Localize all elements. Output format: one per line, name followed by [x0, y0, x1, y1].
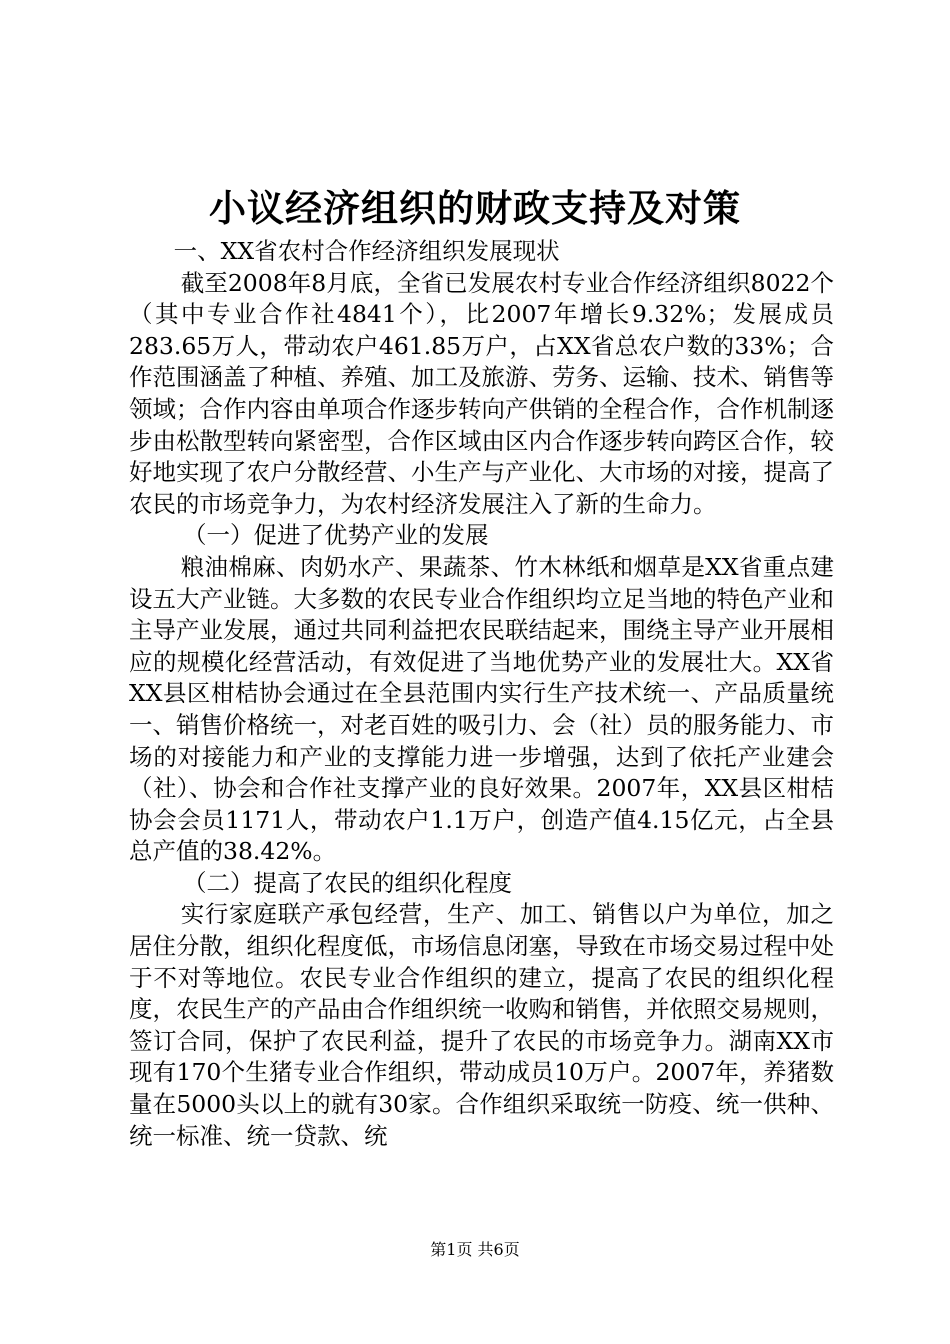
document-body: [129, 236, 834, 1152]
paragraph: 截至2008年8月底，全省已发展农村专业合作经济组织8022个（其中专业合作社4841个），比2007年增长9.32%；发展成员283.65万人，带动农户461.85万户，占XX省总农户数的33%；合作范围涵盖了种植、养殖、加工及旅游、劳务、运输、技术、销售等领域；合作内容由单项合作逐步转向产供销的全程合作，合作机制逐步由松散型转向紧密型，合作区域由区内合作逐步转向跨区合作，较好地实现了农户分散经营、小生产与产业化、大市场的对接，提高了农民的市场竞争力，为农村经济发展注入了新的生命力。: [129, 268, 834, 518]
subsection-heading: （二）提高了农民的组织化程度: [183, 868, 513, 897]
document-title: 小议经济组织的财政支持及对策: [209, 186, 741, 230]
section-heading: 一、XX省农村合作经济组织发展现状: [173, 237, 560, 265]
paragraph: 实行家庭联产承包经营，生产、加工、销售以户为单位，加之居住分散，组织化程度低，市场信息闭塞，导致在市场交易过程中处于不对等地位。农民专业合作组织的建立，提高了农民的组织化程度，农民生产的产品由合作组织统一收购和销售，并依照交易规则，签订合同，保护了农民利益，提升了农民的市场竞争力。湖南XX市现有170个生猪专业合作组织，带动成员10万户。2007年，养猪数量在5000头以上的就有30家。合作组织采取统一防疫、统一供种、统一标准、统一贷款、统: [129, 900, 834, 1150]
page-footer: 第1页 共6页: [430, 1240, 520, 1259]
paragraph: 粮油棉麻、肉奶水产、果蔬茶、竹木林纸和烟草是XX省重点建设五大产业链。大多数的农民专业合作组织均立足当地的特色产业和主导产业发展，通过共同利益把农民联结起来，围绕主导产业开展相应的规模化经营活动，有效促进了当地优势产业的发展壮大。XX省XX县区柑桔协会通过在全县范围内实行生产技术统一、产品质量统一、销售价格统一，对老百姓的吸引力、会（社）员的服务能力、市场的对接能力和产业的支撑能力进一步增强，达到了依托产业建会（社）、协会和合作社支撑产业的良好效果。2007年，XX县区柑桔协会会员1171人，带动农户1.1万户，创造产值4.15亿元，占全县总产值的38.42%。: [129, 552, 834, 866]
subsection-heading: （一）促进了优势产业的发展: [183, 521, 489, 550]
